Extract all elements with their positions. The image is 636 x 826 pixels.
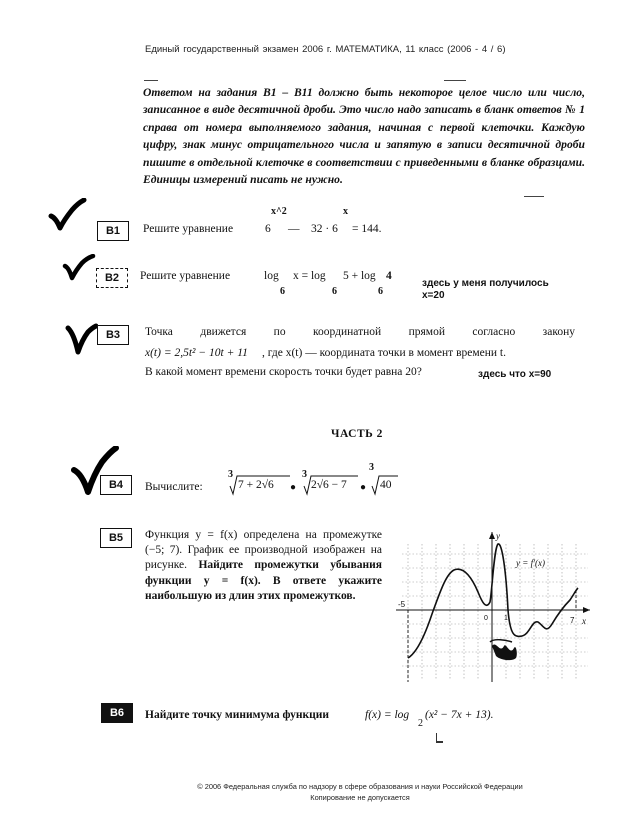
b4-root-index: 3 xyxy=(369,462,374,473)
handwritten-note-b2 xyxy=(422,278,549,302)
b5-derivative-graph xyxy=(392,530,594,685)
b4-root-index: 3 xyxy=(302,469,307,480)
b1-base: 6 xyxy=(265,223,271,235)
b6-argument: (x² − 7x + 13). xyxy=(425,709,494,721)
b1-equals: = 144. xyxy=(352,223,382,235)
task-label-b6: В6 xyxy=(101,703,133,723)
footer-copyright: © 2006 Федеральная служба по надзору в сфере образования и науки Российской Федерации xyxy=(197,782,523,791)
scan-mark xyxy=(144,80,158,81)
b4-radicand-2: 2√6 − 7 xyxy=(311,479,347,491)
graph-tick-one: 1 xyxy=(504,615,508,622)
checkmark-icon xyxy=(48,198,88,236)
b1-exponent-x: x xyxy=(343,206,348,217)
footer-note: Копирование не допускается xyxy=(310,793,410,802)
b2-prompt: Решите уравнение xyxy=(140,270,231,282)
part-2-heading: ЧАСТЬ 2 xyxy=(331,428,383,440)
b2-log-base: 6 xyxy=(280,286,285,297)
task-label-b4: В4 xyxy=(100,475,132,495)
b4-root-index: 3 xyxy=(228,469,233,480)
b2-log: log xyxy=(264,270,279,282)
b3-line1: Точка движется по координатной прямой согласно закону xyxy=(145,326,575,338)
b4-multiply-dot: ● xyxy=(360,482,367,493)
b4-multiply-dot: ● xyxy=(290,482,297,493)
b4-prompt: Вычислите: xyxy=(145,481,203,493)
b5-text-bold: Найдите промежутки убывания функции y = f(x). В ответе укажите наибольшую из длин этих промежутков. xyxy=(145,559,383,602)
b2-equation-right: 5 + log xyxy=(343,270,376,282)
handwritten-note-b3: здесь что x=90 xyxy=(478,369,552,380)
b2-equation-mid: x = log xyxy=(293,270,326,282)
b3-line3: В какой момент времени скорость точки будет равна 20? xyxy=(145,366,422,378)
scan-mark xyxy=(436,733,443,743)
instructions-paragraph: Ответом на задания В1 – В11 должно быть некоторое целое число или число, записанное в виде десятичной дроби. Это число надо записать в бланк ответов № 1 справа от номера выполняемого задания, начиная с первой клеточки. Каждую цифру, знак минус отрицательного числа и запятую в записи десятичной дроби пишите в отдельной клеточке в соответствии с приведенными в бланке образцами. Единицы измерений писать не нужно. xyxy=(143,86,585,187)
b1-prompt: Решите уравнение xyxy=(143,223,234,235)
checkmark-icon xyxy=(64,322,98,358)
graph-series-label: y = f′(x) xyxy=(516,558,546,568)
b6-prompt: Найдите точку минимума функции xyxy=(145,709,329,721)
b2-log-base: 6 xyxy=(378,286,383,297)
b4-radicand-3: 40 xyxy=(380,479,392,491)
b4-radicand-1: 7 + 2√6 xyxy=(238,479,274,491)
b1-dash: — xyxy=(288,223,300,235)
scan-mark xyxy=(444,80,466,81)
graph-x-axis-label: x xyxy=(582,616,586,626)
graph-tick-left: -5 xyxy=(398,600,406,609)
checkmark-icon xyxy=(62,254,96,284)
page-header: Единый государственный экзамен 2006 г. МАТЕМАТИКА, 11 класс (2006 - 4 / 6) xyxy=(145,44,506,55)
graph-y-axis-label: y xyxy=(496,531,500,541)
scan-mark xyxy=(524,196,544,197)
b5-text xyxy=(145,528,382,604)
b6-log-base: 2 xyxy=(418,718,423,729)
task-label-b3: В3 xyxy=(97,325,129,345)
b3-law: x(t) = 2,5t² − 10t + 11 xyxy=(145,347,248,359)
note-line: здесь у меня получилось xyxy=(422,278,549,289)
b6-formula: f(x) = log xyxy=(365,709,410,721)
b1-coefficient: 32 · 6 xyxy=(311,223,338,235)
b2-log-base: 6 xyxy=(332,286,337,297)
task-label-b2: В2 xyxy=(96,268,128,288)
b5-text-plain: Функция y = f(x) определена на промежутке (−5; 7). График ее производной изображен на рисунке. xyxy=(145,529,382,572)
task-label-b1: В1 xyxy=(97,221,129,241)
graph-tick-origin: 0 xyxy=(484,615,488,622)
b1-exponent: x^2 xyxy=(271,206,287,217)
graph-tick-right: 7 xyxy=(570,616,575,625)
task-label-b5: В5 xyxy=(100,528,132,548)
b2-equation-end: 4 xyxy=(386,270,392,282)
b3-line2: , где x(t) — координата точки в момент времени t. xyxy=(262,347,506,359)
note-line: x=20 xyxy=(422,290,445,301)
